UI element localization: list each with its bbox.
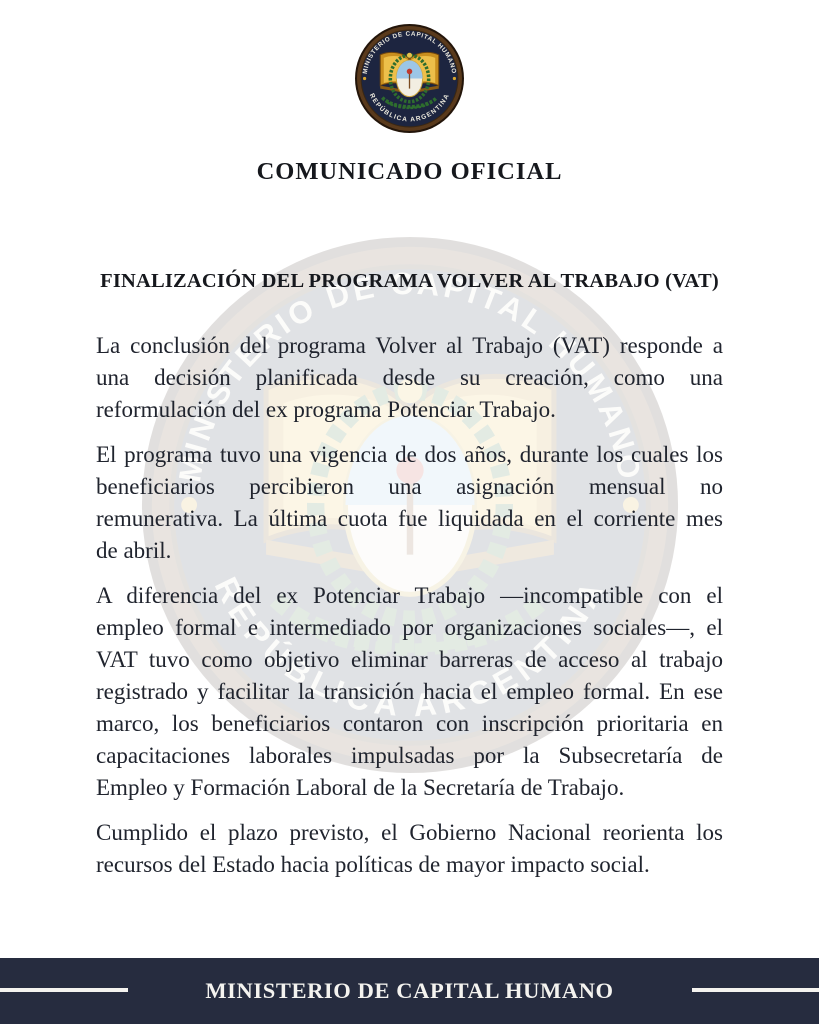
paragraph-line: beneficiarios percibieron una asignación mensual no — [96, 474, 723, 499]
document-body — [96, 330, 723, 881]
footer-bar — [0, 958, 819, 1024]
paragraph-line: La conclusión del programa Volver al Trabajo (VAT) responde a — [96, 333, 723, 358]
document-heading: FINALIZACIÓN DEL PROGRAMA VOLVER AL TRABAJO (VAT) — [100, 270, 719, 292]
footer-right-rule — [692, 988, 819, 992]
paragraph — [96, 330, 723, 426]
paragraph-line: marco, los beneficiarios contaron con inscripción prioritaria en — [96, 711, 723, 736]
paragraph-line: El programa tuvo una vigencia de dos años, durante los cuales los — [96, 442, 723, 467]
paragraph-line: capacitaciones laborales impulsadas por la Subsecretaría de — [96, 743, 723, 768]
paragraph-line: recursos del Estado hacia políticas de mayor impacto social. — [96, 852, 650, 877]
paragraph — [96, 439, 723, 567]
paragraph-line: reformulación del ex programa Potenciar Trabajo. — [96, 397, 556, 422]
paragraph-line: empleo formal e intermediado por organizaciones sociales—, el — [96, 615, 723, 640]
paragraph — [96, 817, 723, 881]
paragraph-line: una decisión planificada desde su creación, como una — [96, 365, 723, 390]
paragraph-line: de abril. — [96, 538, 172, 563]
paragraph-line: Empleo y Formación Laboral de la Secretaría de Trabajo. — [96, 775, 625, 800]
paragraph-line: remunerativa. La última cuota fue liquidada en el corriente mes — [96, 506, 723, 531]
paragraph-line: Cumplido el plazo previsto, el Gobierno Nacional reorienta los — [96, 820, 723, 845]
paragraph-line: VAT tuvo como objetivo eliminar barreras de acceso al trabajo — [96, 647, 723, 672]
paragraph-line: registrado y facilitar la transición hacia el empleo formal. En ese — [96, 679, 723, 704]
ministry-seal-logo — [354, 23, 465, 134]
page-title: COMUNICADO OFICIAL — [256, 158, 563, 185]
paragraph-line: A diferencia del ex Potenciar Trabajo —incompatible con el — [96, 583, 723, 608]
paragraph — [96, 580, 723, 804]
footer-ministry-name: MINISTERIO DE CAPITAL HUMANO — [205, 978, 614, 1003]
